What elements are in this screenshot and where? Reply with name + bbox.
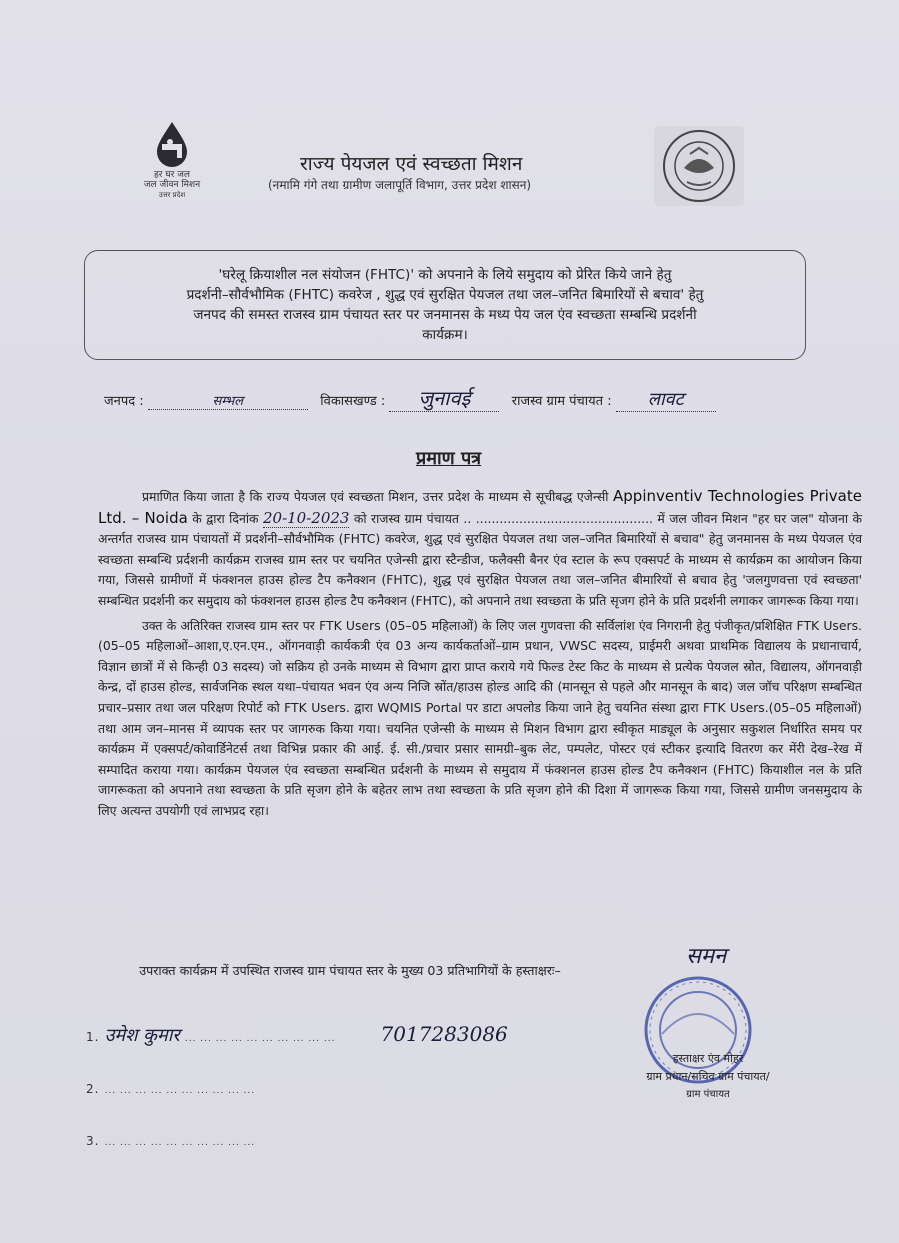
secretary-signature-text: समन [686, 944, 727, 969]
program-description-box [84, 250, 806, 360]
secretary-signature [686, 940, 726, 970]
signature-number-1: 1 [86, 1030, 95, 1044]
water-drop-tap-icon [149, 120, 195, 170]
program-line-4: कार्यक्रम। [422, 327, 468, 343]
agency-name: Appinventiv Technologies Private Ltd. – Noida [98, 487, 862, 527]
panchayat-field [616, 387, 716, 412]
paragraph-1-intro: प्रमाणित किया जाता है कि राज्य पेयजल एवं स्वच्छता मिशन, उत्तर प्रदेश के माध्यम से सूचीबद्ध एजेन्सी [142, 489, 609, 504]
panchayat-value: लावट [647, 389, 684, 410]
panchayat-label: राजस्व ग्राम पंचायत : [511, 394, 612, 409]
har-ghar-jal-logo [132, 120, 212, 200]
signature-number-3: 3 [86, 1134, 95, 1148]
signature-1-phone: 7017283086 [380, 1022, 508, 1046]
page-title: राज्य पेयजल एवं स्वच्छता मिशन [300, 153, 523, 175]
stamp-caption-2: ग्राम प्रधान/सचिव ग्राम पंचायत/ [646, 1070, 770, 1083]
signature-1-name: उमेश कुमार [104, 1025, 180, 1046]
up-government-seal [654, 126, 744, 206]
signature-1-dots: ... ... ... ... ... ... ... ... ... ... [184, 1034, 336, 1044]
paragraph-1-mid: को राजस्व ग्राम पंचायत .. [349, 510, 472, 526]
block-value: जुनावई [418, 386, 471, 410]
logo-text-3: उत्तर प्रदेश [158, 191, 186, 199]
logo-text-1: हर घर जल [154, 170, 190, 180]
certificate-title: प्रमाण पत्र [416, 448, 482, 469]
district-value: सम्भल [212, 394, 244, 409]
signature-line-3: 3. ... ... ... ... ... ... ... ... ... ... [86, 1134, 256, 1148]
signature-2-dots: ... ... ... ... ... ... ... ... ... ... [104, 1086, 256, 1096]
stamp-caption [608, 1050, 808, 1104]
program-date: 20-10-2023 [262, 508, 350, 527]
date-prefix: के द्वारा दिनांक [187, 510, 259, 526]
program-line-3: जनपद की समस्त राजस्व ग्राम पंचायत स्तर पर जनमानस के मध्य पेय जल एंव स्वच्छता सम्बन्धि प्रदर्शनी [193, 307, 697, 323]
state-emblem-icon [654, 126, 744, 206]
district-label: जनपद : [104, 394, 144, 409]
logo-text-2: जल जीवन मिशन [143, 180, 201, 190]
block-label: विकासखण्ड : [320, 394, 386, 409]
signature-number-2: 2 [86, 1082, 95, 1096]
stamp-caption-1: हस्ताक्षर एंव मोहर [672, 1052, 744, 1065]
signature-line-1: 1. उमेश कुमार ... ... ... ... ... ... ... ... ... ... 7017283086 [86, 1022, 508, 1046]
program-line-2: प्रदर्शनी–सौर्वभौमिक (FHTC) कवरेज , शुद्ध एवं सुरक्षित पेयजल तथा जल–जनित बिमारियों से बचाव' हेतु [186, 287, 704, 303]
certificate-body [98, 486, 862, 822]
signature-line-2: 2. ... ... ... ... ... ... ... ... ... ... [86, 1082, 256, 1096]
block-field [389, 384, 499, 412]
page-subtitle: (नमामि गंगे तथा ग्रामीण जलापूर्ति विभाग, उत्तर प्रदेश शासन) [268, 178, 532, 192]
paragraph-1 [98, 486, 862, 612]
location-fields [104, 384, 824, 412]
signatures-intro: उपराक्त कार्यक्रम में उपस्थित राजस्व ग्राम पंचायत स्तर के मुख्य 03 प्रतिभागियों के हस्ताक्षरः– [139, 963, 561, 978]
district-field [148, 391, 308, 410]
paragraph-1-rest: ............................................. में जल जीवन मिशन "हर घर जल" योजना के अन्तर्गत राजस्व ग्राम पंचायतों में प्रदर्शनी–सौर्वभौमिक (FHTC) कवरेज, शुद्ध एवं सुरक्षित पेयजल तथा जल–जनित बिमारियों से बचाव" हेतु जनमानस के मध्य पेयजल एंव स्वच्छता सम्बन्धि प्रर्दशनी कार्यक्रम राजस्व ग्राम स्तर पर चयनित एजेन्सी द्वारा स्टैन्डीज, फलैक्सी बैनर एंव स्टाल के रूप एक्सपर्ट के माध्यम से कार्यक्रम का आयोजन किया गया, जिससे ग्रामीणों में फंक्शनल हाउस होल्ड टैप कनैक्शन (FHTC), शुद्ध एवं सुरक्षित पेयजल तथा जल–जनित बीमारियों से बचाव हेतु 'जलगुणवत्ता एवं स्वच्छता' सम्बन्धित प्रदर्शनी कर समुदाय को फंक्शनल हाउस होल्ड टैप कनैक्शन (FHTC), को अपनाने तथा स्वच्छता के प्रति सृजग होने के प्रति प्रदर्शनी लगाकर जागरूक किया गया। [98, 510, 862, 608]
stamp-caption-3: ग्राम पंचायत [686, 1089, 730, 1100]
paragraph-2: उक्त के अतिरिक्त राजस्व ग्राम स्तर पर FTK Users (05–05 महिलाओं) के लिए जल गुणवत्ता की सर्विलांश एंव निगरानी हेतु पंजीकृत/प्रशिक्षित FTK Users.(05–05 महिलाओं–आशा,ए.एन.एम., ऑगनवाड़ी कार्यकत्री एंव 03 अन्य कार्यकर्ताओं–ग्राम प्रधान, VWSC सदस्य, प्राईमरी अथवा प्राथमिक विद्यालय के प्रधानाचार्य, विज्ञान छात्रों में से किन्ही 03 सदस्य) जो सक्रिय हो उनके माध्यम से विभाग द्वारा प्राप्त कराये गये फिल्ड टेस्ट किट के माध्यम से प्रत्येक पेयजल स्रोत, विद्यालय, ऑगनवाड़ी केन्द्र, दों हाउस होल्ड, सार्वजनिक स्थल यथा–पंचायत भवन एंव अन्य निजि स्रोंत/हाउस होल्ड आदि की (मानसून से पहले और मानसून के बाद) जल जॉच परिक्षण सम्बन्धित प्रचार–प्रसार तथा जल परिक्षण रिपोर्ट को FTK Users. द्वारा WQMIS Portal पर डाटा अपलोड किया जाने हेतु चयनित संस्था द्वारा FTK Users.(05–05 महिलाओं) तथा आम जन–मानस में व्यापक स्तर पर जागरुक किया गया। चयनित एजेन्सी के माध्यम से मिशन विभाग द्वारा स्वीकृत माड्यूल के अनुसार सकुशल निर्धारित समय पर कार्यक्रम में एक्सपर्ट/कोवार्डिनेटर्स तथा विभिन्न प्रकार की आई. ई. सी./प्रचार प्रसार सामग्री–बुक लेट, पम्पलेट, पोस्टर एवं स्टीकर इत्यादि वितरण कर मेंरी देख–रेख में सम्पादित कराया गया। कार्यक्रम पेयजल एंव स्वच्छता सम्बन्धित प्रर्दशनी के माध्यम से समुदाय में फंक्शनल हाउस होल्ड टैप कनैक्शन (FHTC) कियाशील नल के प्रति जागरूकता को अपनाने तथा स्वच्छता के प्रति सृजग होने के बहेतर लाभ तथा स्वच्छता के प्रति सृजग होने की दिशा में जागरूक किया गया, जिससे ग्रामीण जनसमुदाय के लिए अत्यन्त उपयोगी एवं लाभप्रद रहा। [98, 617, 862, 818]
program-line-1: 'घरेलू क्रियाशील नल संयोजन (FHTC)' को अपनाने के लिये समुदाय को प्रेरित किये जाने हेतु [218, 267, 672, 283]
signature-3-dots: ... ... ... ... ... ... ... ... ... ... [104, 1138, 256, 1148]
